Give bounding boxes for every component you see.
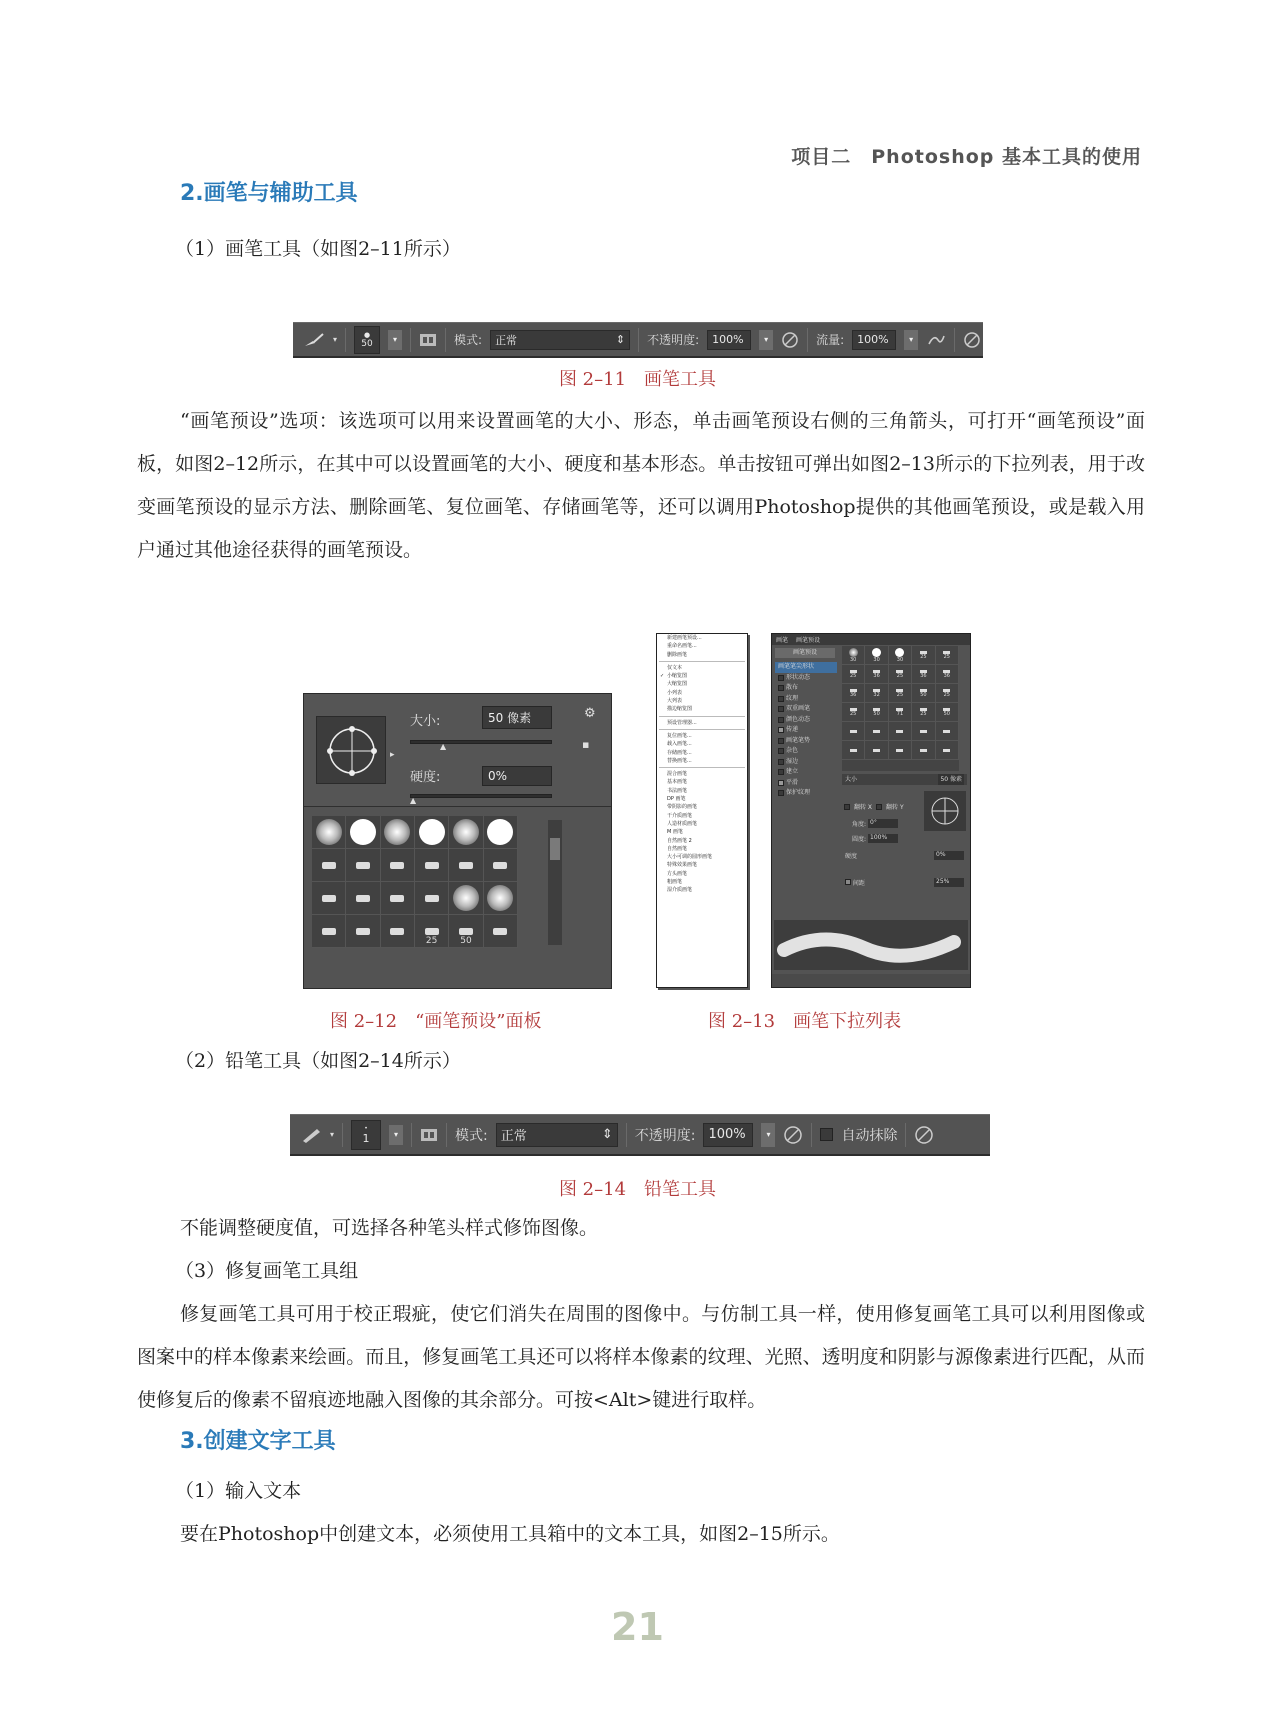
divider [345, 328, 346, 352]
brush-options-toolbar [293, 322, 983, 358]
mode-value: 正常 [500, 1129, 527, 1144]
opacity-label: 不透明度: [647, 333, 700, 347]
opacity-dropdown[interactable]: ▾ [761, 1123, 775, 1147]
brush-tip[interactable] [936, 684, 959, 703]
menu-item[interactable]: 大小可调的圆形画笔 [667, 854, 713, 861]
subsection-title: （1）画笔工具（如图2–11所示） [175, 238, 461, 260]
brush-tip[interactable] [449, 816, 483, 849]
brush-option[interactable] [775, 767, 837, 778]
size-slider[interactable] [410, 740, 552, 744]
flow-field[interactable]: 100% [852, 330, 896, 350]
size-label: 大小 [845, 776, 858, 783]
brush-tip-shape [850, 730, 857, 733]
divider [954, 328, 955, 352]
brush-presets-button[interactable]: 画笔预设 [775, 648, 835, 658]
body-paragraph: 要在Photoshop中创建文本，必须使用工具箱中的文本工具，如图2–15所示。 [180, 1523, 840, 1545]
menu-item[interactable]: 大缩览图 [667, 681, 688, 688]
mode-label: 模式: [454, 333, 483, 347]
brush-option[interactable] [775, 736, 837, 747]
menu-separator [659, 729, 745, 730]
menu-item[interactable]: 描边缩览图 [667, 706, 693, 713]
brush-tip[interactable] [912, 684, 935, 703]
option-label: 画笔笔尖形状 [778, 663, 815, 670]
brush-tool-icon[interactable] [303, 332, 325, 348]
brush-options-list [775, 662, 837, 799]
figure-caption: 图 2–11 画笔工具 [558, 369, 717, 390]
brush-angle-preview[interactable] [316, 716, 386, 784]
pencil-tool-icon[interactable] [300, 1127, 322, 1143]
brush-tip[interactable] [936, 646, 959, 665]
brush-tip[interactable] [312, 816, 346, 849]
roundness-row [852, 834, 898, 843]
updown-icon: ⇕ [601, 1127, 613, 1142]
brush-option[interactable] [775, 778, 837, 789]
menu-item[interactable]: 混合画笔 [667, 771, 688, 778]
brush-tip[interactable] [381, 816, 415, 849]
pressure-size-icon[interactable] [914, 1125, 934, 1145]
brush-preset-dropdown[interactable]: ▾ [389, 1125, 403, 1145]
brush-tip[interactable] [842, 665, 865, 684]
menu-item[interactable]: 书法画笔 [667, 787, 688, 794]
menu-item[interactable]: 特殊效果画笔 [667, 862, 698, 869]
divider [410, 328, 411, 352]
running-head: 项目二 Photoshop 基本工具的使用 [791, 146, 1142, 168]
option-label: 画笔笔势 [786, 736, 811, 744]
hardness-slider[interactable] [410, 794, 552, 798]
brush-size-label: 25 [920, 653, 927, 660]
brush-tip[interactable] [842, 684, 865, 703]
brush-tip[interactable] [312, 882, 346, 915]
brush-tip[interactable] [346, 849, 380, 882]
brush-size-label: 25 [943, 653, 950, 660]
body-paragraph: 修复画笔工具可用于校正瑕疵，使它们消失在周围的图像中。与仿制工具一样，使用修复画笔工具可以利用图像或图案中的样本像素来绘画。而且，修复画笔工具还可以将样本像素的纹理、光照、透明度和阴影与源像素进行匹配，从而使修复后的像素不留痕迹地融入图像的其余部分。可按<Alt>键进行取样。 [137, 1303, 1145, 1411]
hardness-label: 硬度: [410, 770, 441, 785]
brush-size-label: 25 [896, 672, 904, 679]
menu-item[interactable]: 仅文本 [667, 664, 683, 671]
brush-settings-area [304, 694, 611, 807]
brush-size-label: 50 [460, 936, 472, 946]
brush-tip-shape [943, 730, 950, 733]
section-title: 2.画笔与辅助工具 [180, 181, 358, 206]
roundness-input[interactable]: 100% [868, 834, 898, 843]
brush-option[interactable] [775, 673, 837, 684]
option-label: 双重画笔 [786, 705, 811, 712]
mode-label: 模式: [455, 1127, 488, 1144]
brush-tip-shape [896, 730, 903, 733]
subsection-title: （3）修复画笔工具组 [175, 1260, 359, 1282]
option-checkbox[interactable] [778, 675, 784, 681]
brush-tip-shape [850, 749, 857, 752]
brush-tip[interactable] [449, 849, 483, 882]
pressure-opacity-icon[interactable] [783, 1125, 803, 1145]
menu-item[interactable] [657, 672, 747, 680]
brush-tip[interactable] [449, 915, 483, 948]
option-checkbox[interactable] [778, 727, 784, 733]
brush-tip[interactable] [842, 722, 865, 741]
opacity-field[interactable]: 100% [703, 1123, 753, 1147]
brush-tip[interactable] [381, 915, 415, 948]
menu-item[interactable]: 小列表 [667, 689, 683, 696]
brush-size-label: 32 [873, 691, 880, 698]
brush-size-label: 50 [873, 710, 880, 717]
menu-item[interactable]: M 画笔 [667, 829, 683, 836]
brush-tip-shape [872, 648, 881, 657]
brush-tip-shape [920, 730, 927, 733]
brush-tip[interactable] [912, 741, 935, 760]
menu-item[interactable]: 基本画笔 [667, 779, 688, 786]
subsection-title: （2）铅笔工具（如图2–14所示） [175, 1050, 461, 1072]
section-title: 3.创建文字工具 [180, 1429, 336, 1454]
angle-input[interactable]: 0° [868, 819, 898, 828]
option-label: 平滑 [786, 778, 799, 786]
brush-tip-shape [849, 648, 858, 657]
menu-item-label: 小缩览图 [667, 673, 688, 680]
brush-size-label: 36 [873, 672, 880, 679]
brush-tip[interactable] [889, 703, 912, 722]
flip-row [844, 802, 904, 811]
brush-size-label: 71 [896, 710, 904, 717]
brush-option[interactable] [775, 715, 837, 726]
brush-tip[interactable] [889, 665, 912, 684]
brush-option[interactable] [775, 788, 837, 799]
brush-tip-shape [920, 749, 927, 752]
brush-menu-list [656, 633, 748, 988]
brush-tip[interactable] [865, 741, 888, 760]
opacity-label: 不透明度: [634, 1127, 696, 1144]
menu-item[interactable]: 干介质画笔 [667, 812, 693, 819]
angle-row [852, 819, 898, 828]
brush-size-label: 50 [943, 710, 950, 717]
brush-tip[interactable] [842, 703, 865, 722]
arrow-right-icon: ▸ [390, 750, 395, 760]
option-label: 形状动态 [786, 673, 811, 681]
divider [626, 1123, 627, 1147]
brush-tip[interactable] [912, 646, 935, 665]
divider [905, 1123, 906, 1147]
gear-icon[interactable]: ⚙ [584, 706, 596, 721]
menu-item[interactable]: 删除画笔 [667, 651, 688, 658]
option-checkbox[interactable] [778, 706, 784, 712]
option-checkbox[interactable] [778, 685, 784, 691]
option-label: 杂色 [786, 747, 799, 754]
size-row [842, 774, 967, 785]
tab-brush-presets[interactable]: 画笔预设 [796, 637, 821, 644]
flow-dropdown[interactable]: ▾ [904, 330, 918, 350]
brush-tip[interactable] [842, 646, 865, 665]
body-paragraph: “画笔预设”选项：该选项可以用来设置画笔的大小、形态，单击画笔预设右侧的三角箭头，可打开“画笔预设”面板，如图2–12所示，在其中可以设置画笔的大小、硬度和基本形态。单击按钮可弹出如图2–13所示的下拉列表，用于改变画笔预设的显示方法、删除画笔、复位画笔、存储画笔等，还可以调用Photoshop提供的其他画笔预设，或是载入用户通过其他途径获得的画笔预设。 [137, 410, 1145, 561]
option-label: 散布 [786, 684, 799, 691]
option-label: 传递 [786, 726, 799, 733]
brush-tip[interactable] [912, 665, 935, 684]
brush-tip-shape [895, 648, 904, 657]
pressure-size-icon[interactable] [963, 331, 981, 349]
brush-option[interactable] [775, 746, 837, 757]
brush-option[interactable] [775, 662, 837, 673]
brush-tip[interactable] [346, 882, 380, 915]
brush-size-label: 25 [850, 672, 857, 679]
menu-item[interactable]: 复位画笔... [667, 732, 692, 739]
menu-item[interactable]: 大列表 [667, 698, 683, 705]
brush-tip-shape [873, 730, 880, 733]
brush-preset-picker[interactable] [351, 1120, 381, 1150]
tab-brush[interactable]: 画笔 [776, 637, 789, 644]
brush-tip[interactable] [449, 882, 483, 915]
brush-tip[interactable] [415, 849, 449, 882]
size-input[interactable]: 50 像素 [482, 706, 552, 729]
flip-x-checkbox[interactable] [844, 804, 850, 810]
flip-x-label: 翻转 X [854, 804, 873, 811]
brush-tip-shape [943, 749, 950, 752]
brush-tip[interactable] [889, 741, 912, 760]
brush-size-label: 25 [920, 710, 927, 717]
spacing-label: 间距 [852, 880, 865, 887]
option-checkbox[interactable] [778, 780, 784, 786]
mode-value: 正常 [495, 333, 518, 347]
brush-option[interactable] [775, 694, 837, 705]
brush-size-label: 50 [920, 691, 927, 698]
figure-caption: 图 2–12 “画笔预设”面板 [330, 1011, 542, 1032]
brush-tip[interactable] [889, 646, 912, 665]
menu-item[interactable]: 方头画笔 [667, 870, 688, 877]
mode-select[interactable] [496, 1123, 618, 1147]
option-label: 保护纹理 [786, 789, 811, 796]
menu-item[interactable]: 替换画笔... [667, 757, 692, 764]
brush-tip[interactable] [346, 915, 380, 948]
option-label: 湿边 [786, 757, 799, 765]
spacing-checkbox[interactable] [845, 879, 851, 885]
brush-tip[interactable] [484, 915, 518, 948]
option-label: 颜色动态 [786, 715, 811, 723]
scrollbar-thumb[interactable] [550, 838, 560, 860]
option-label: 建立 [786, 768, 799, 775]
brush-size-label: 25 [896, 691, 904, 698]
brush-tip-shape [873, 749, 880, 752]
brush-size-value: 50 [361, 338, 373, 349]
brush-size-value: 1 [362, 1131, 370, 1145]
check-icon: ✓ [660, 673, 665, 680]
brush-size-label: 25 [425, 936, 438, 946]
chevron-down-icon[interactable]: ▾ [330, 1130, 335, 1139]
hardness-label: 硬度 [845, 853, 858, 860]
divider [445, 328, 446, 352]
menu-item[interactable]: 粗画笔 [667, 879, 683, 886]
brush-tip-shape [896, 749, 903, 752]
chevron-down-icon[interactable]: ▾ [333, 335, 338, 344]
size-label: 大小: [410, 714, 441, 729]
menu-item[interactable]: 自然画笔 2 [667, 837, 692, 844]
brush-tip[interactable] [484, 816, 518, 849]
opacity-dropdown[interactable]: ▾ [759, 330, 773, 350]
size-input[interactable]: 50 像素 [940, 776, 962, 783]
opacity-field[interactable]: 100% [707, 330, 751, 350]
scrollbar[interactable] [548, 820, 562, 945]
brush-panel [771, 633, 971, 988]
brush-panel-toggle-icon[interactable] [420, 1127, 438, 1143]
brush-option[interactable] [775, 725, 837, 736]
slider-handle-icon[interactable]: ▲ [440, 742, 447, 751]
brush-size-label: 36 [920, 672, 927, 679]
divider [638, 328, 639, 352]
hardness-row [842, 851, 967, 860]
subsection-title: （1）输入文本 [175, 1480, 302, 1502]
brush-tip[interactable] [312, 915, 346, 948]
figure-caption: 图 2–13 画笔下拉列表 [708, 1011, 902, 1032]
menu-item[interactable]: 自然画笔 [667, 845, 688, 852]
flow-label: 流量: [816, 333, 845, 347]
brush-tip[interactable] [865, 722, 888, 741]
hardness-input[interactable]: 0% [482, 766, 552, 786]
brush-dot-icon: ● [363, 330, 371, 339]
brush-tip[interactable] [865, 684, 888, 703]
brush-tip[interactable] [865, 665, 888, 684]
slider-handle-icon[interactable]: ▲ [410, 796, 417, 805]
pressure-opacity-icon[interactable] [781, 331, 799, 349]
brush-tip-grid [312, 816, 518, 948]
flip-y-label: 翻转 Y [886, 804, 904, 811]
brush-tip[interactable] [865, 703, 888, 722]
menu-separator [659, 767, 745, 768]
option-checkbox[interactable] [778, 759, 784, 765]
brush-tip[interactable] [936, 722, 959, 741]
option-checkbox[interactable] [778, 748, 784, 754]
brush-tip[interactable] [936, 703, 959, 722]
option-checkbox[interactable] [778, 738, 784, 744]
menu-separator [659, 661, 745, 662]
divider [811, 1123, 812, 1147]
brush-tip[interactable] [484, 849, 518, 882]
updown-icon: ⇕ [615, 333, 626, 346]
hardness-input[interactable]: 0% [934, 851, 964, 860]
figure-caption: 图 2–14 铅笔工具 [558, 1179, 717, 1200]
brush-size-label: 30 [850, 656, 857, 663]
brush-size-label: 36 [850, 691, 857, 698]
stroke-preview [774, 920, 968, 970]
flip-y-checkbox[interactable] [876, 804, 882, 810]
brush-tip[interactable] [415, 816, 449, 849]
angle-label: 角度: [852, 821, 867, 828]
brush-panel-toggle-icon[interactable] [419, 332, 437, 348]
brush-tip[interactable] [936, 741, 959, 760]
mode-select[interactable] [490, 330, 630, 350]
option-checkbox[interactable] [778, 717, 784, 723]
page-number: 21 [611, 1605, 664, 1649]
spacing-row [842, 878, 967, 887]
option-checkbox[interactable] [778, 790, 784, 796]
menu-item[interactable]: 带阴影的画笔 [667, 804, 698, 811]
brush-size-label: 25 [850, 710, 857, 717]
brush-tip[interactable] [312, 849, 346, 882]
brush-tip[interactable] [415, 915, 449, 948]
brush-size-label: 36 [943, 672, 950, 679]
divider [807, 328, 808, 352]
auto-erase-checkbox[interactable] [820, 1128, 833, 1141]
brush-tip[interactable] [415, 882, 449, 915]
menu-item[interactable]: DP 画笔 [667, 796, 686, 803]
menu-item[interactable]: 存储画笔... [667, 749, 692, 756]
option-checkbox[interactable] [778, 769, 784, 775]
brush-tip[interactable] [865, 646, 888, 665]
brush-tip[interactable] [381, 882, 415, 915]
brush-option[interactable] [775, 757, 837, 768]
menu-item[interactable]: 重命名画笔... [667, 643, 697, 650]
menu-item[interactable]: 人造材质画笔 [667, 820, 698, 827]
panel-tab-bar [772, 634, 970, 645]
brush-dot-icon: • [364, 1124, 368, 1132]
menu-item[interactable]: 预设管理器... [667, 719, 697, 726]
brush-size-label: 30 [896, 656, 904, 663]
brush-tip[interactable] [346, 816, 380, 849]
divider [411, 1123, 412, 1147]
body-paragraph: 不能调整硬度值，可选择各种笔头样式修饰图像。 [180, 1217, 599, 1239]
brush-tip[interactable] [912, 703, 935, 722]
menu-item[interactable]: 湿介质画笔 [667, 887, 693, 894]
brush-tip[interactable] [936, 665, 959, 684]
brush-preset-picker[interactable] [354, 326, 380, 354]
panel-footer [772, 974, 971, 988]
menu-separator [659, 716, 745, 717]
brush-size-label: 25 [943, 691, 950, 698]
divider [342, 1123, 343, 1147]
angle-preview[interactable] [924, 791, 966, 831]
divider [446, 1123, 447, 1147]
brush-tip[interactable] [484, 882, 518, 915]
roundness-label: 圆度: [852, 836, 867, 843]
brush-tip[interactable] [912, 722, 935, 741]
auto-erase-label: 自动抹除 [841, 1127, 898, 1144]
brush-preset-dropdown[interactable]: ▾ [388, 330, 402, 350]
option-checkbox[interactable] [778, 696, 784, 702]
menu-item[interactable]: 载入画笔... [667, 741, 692, 748]
brush-option[interactable] [775, 704, 837, 715]
menu-item[interactable]: 新建画笔预设... [667, 635, 702, 641]
airbrush-icon[interactable] [926, 332, 946, 348]
brush-tip[interactable] [889, 684, 912, 703]
brush-tip[interactable] [381, 849, 415, 882]
new-preset-icon[interactable]: ▪ [582, 738, 590, 751]
brush-preset-panel [303, 693, 612, 989]
pencil-options-toolbar [290, 1114, 990, 1156]
brush-option[interactable] [775, 683, 837, 694]
brush-tip[interactable] [842, 741, 865, 760]
option-label: 纹理 [786, 694, 799, 702]
brush-tip-grid [842, 646, 959, 771]
brush-size-label: 30 [873, 656, 880, 663]
spacing-input[interactable]: 25% [934, 878, 964, 887]
brush-tip[interactable] [889, 722, 912, 741]
